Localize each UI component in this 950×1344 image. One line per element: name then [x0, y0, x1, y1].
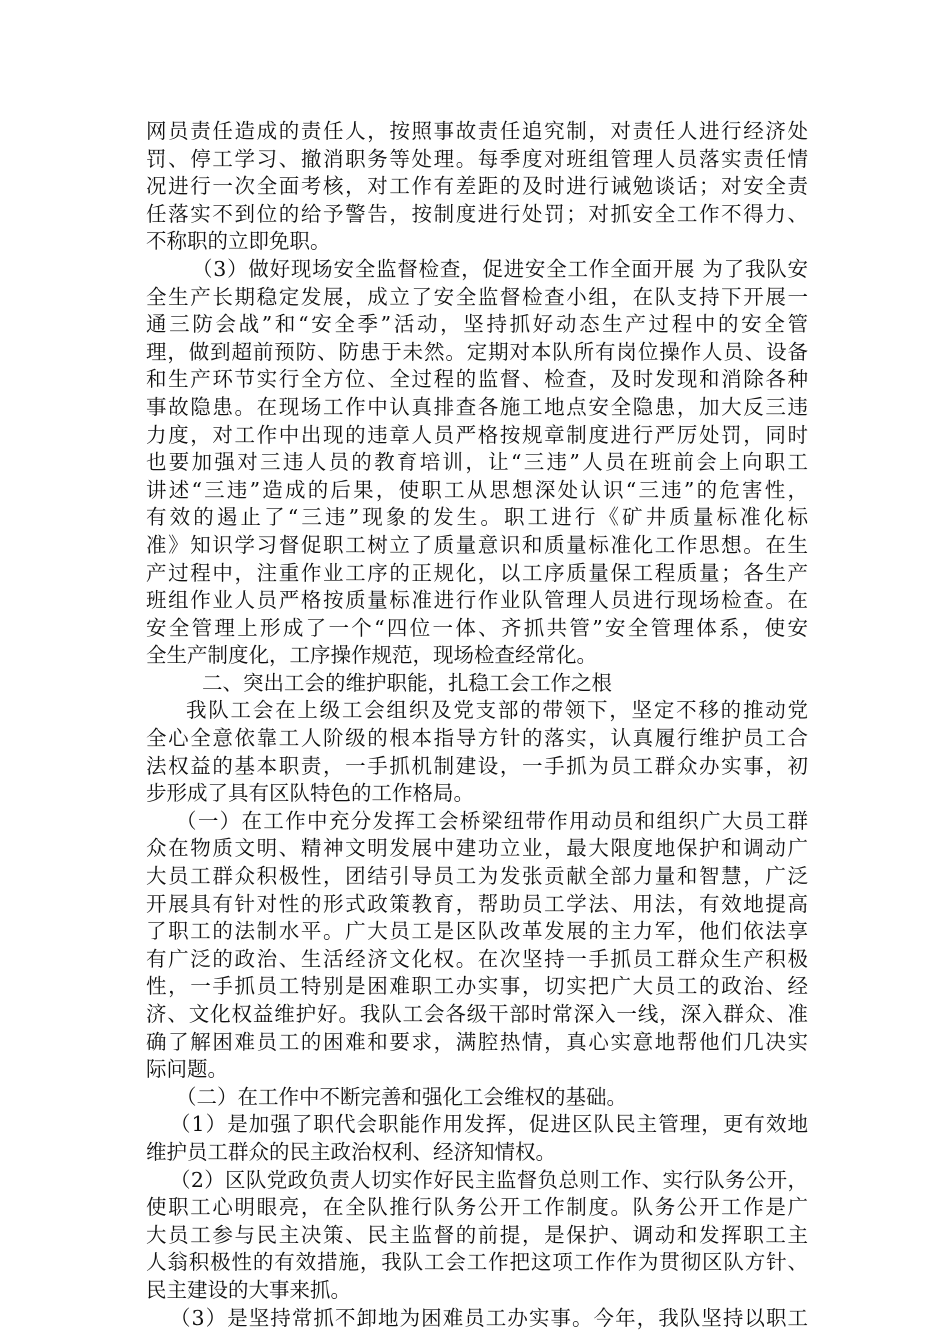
text-line: 有效的遏止了“三违”现象的发生。职工进行《矿井质量标准化标	[146, 505, 808, 530]
text-line: 大员工参与民主决策、民主监督的前提，是保护、调动和发挥职工主	[146, 1222, 808, 1247]
text-line: 我队工会在上级工会组织及党支部的带领下，坚定不移的推动党	[186, 698, 808, 723]
text-line: 班组作业人员严格按质量标准进行作业队管理人员进行现场检查。在	[146, 588, 808, 613]
text-line: 全生产长期稳定发展，成立了安全监督检查小组，在队支持下开展一	[146, 284, 808, 309]
text-line: 力度，对工作中出现的违章人员严格按规章制度进行严厉处罚，同时	[146, 422, 808, 447]
text-line: 任落实不到位的给予警告，按制度进行处罚；对抓安全工作不得力、	[146, 201, 808, 226]
text-line: 理，做到超前预防、防患于未然。定期对本队所有岗位操作人员、设备	[146, 339, 808, 364]
text-line: 安全管理上形成了一个“四位一体、齐抓共管”安全管理体系，使安	[146, 615, 808, 640]
text-line: 确了解困难员工的困难和要求，满腔热情，真心实意地帮他们几决实	[146, 1029, 808, 1054]
text-line: 步形成了具有区队特色的工作格局。	[146, 781, 474, 806]
text-line: 讲述“三违”造成的后果，使职工从思想深处认识“三违”的危害性，	[146, 477, 808, 502]
text-line: 开展具有针对性的形式政策教育，帮助员工学法、用法，有效地提高	[146, 891, 808, 916]
text-line: 济、文化权益维护好。我队工会各级干部时常深入一线，深入群众、准	[146, 1002, 808, 1026]
text-line: 不称职的立即免职。	[146, 229, 331, 254]
text-line: 性，一手抓员工特别是困难职工办实事，切实把广大员工的政治、经	[146, 974, 808, 999]
text-line: 况进行一次全面考核，对工作有差距的及时进行诫勉谈话；对安全责	[146, 174, 808, 199]
text-line: 准》知识学习督促职工树立了质量意识和质量标准化工作思想。在生	[146, 532, 808, 557]
text-line: （二）在工作中不断完善和强化工会维权的基础。	[176, 1084, 627, 1109]
section-heading: 二、突出工会的维护职能，扎稳工会工作之根	[202, 670, 612, 695]
text-line: 事故隐患。在现场工作中认真排查各施工地点安全隐患，加大反三违	[146, 394, 808, 419]
text-line: 众在物质文明、精神文明发展中建功立业，最大限度地保护和调动广	[146, 836, 808, 861]
text-line: 法权益的基本职责，一手抓机制建设，一手抓为员工群众办实事，初	[146, 753, 808, 778]
text-line: 大员工群众积极性，团结引导员工为发张贡献全部力量和智慧，广泛	[146, 864, 808, 889]
text-line: （一）在工作中充分发挥工会桥梁纽带作用动员和组织广大员工群	[176, 808, 808, 833]
text-line: 网员责任造成的责任人，按照事故责任追究制，对责任人进行经济处	[146, 119, 808, 143]
text-line: （2）区队党政负责人切实作好民主监督负总则工作、实行队务公开，	[170, 1167, 808, 1192]
text-line: 有广泛的政治、生活经济文化权。在次坚持一手抓员工群众生产积极	[146, 946, 808, 971]
text-line: 全生产制度化，工序操作规范，现场检查经常化。	[146, 643, 597, 668]
text-line: （3）是坚持常抓不卸地为困难员工办实事。今年，我队坚持以职工	[170, 1305, 808, 1330]
text-line: （3）做好现场安全监督检查，促进安全工作全面开展 为了我队安	[192, 256, 808, 281]
text-line: 了职工的法制水平。广大员工是区队改革发展的主力军，他们依法享	[146, 919, 808, 944]
text-line: （1）是加强了职代会职能作用发挥，促进区队民主管理，更有效地	[170, 1112, 808, 1137]
text-line: 全心全意依靠工人阶级的根本指导方针的落实，认真履行维护员工合	[146, 726, 808, 751]
document-page	[146, 118, 808, 1332]
text-line: 也要加强对三违人员的教育培训，让“三违”人员在班前会上向职工	[146, 450, 808, 475]
text-line: 维护员工群众的民主政治权利、经济知情权。	[146, 1139, 556, 1164]
text-line: 产过程中，注重作业工序的正规化，以工序质量保工程质量；各生产	[146, 560, 808, 585]
text-line: 人翁积极性的有效措施，我队工会工作把这项工作作为贯彻区队方针、	[146, 1250, 808, 1275]
text-line: 际问题。	[146, 1057, 228, 1082]
text-line: 和生产环节实行全方位、全过程的监督、检查，及时发现和消除各种	[146, 367, 808, 392]
text-line: 罚、停工学习、撤消职务等处理。每季度对班组管理人员落实责任情	[146, 146, 808, 171]
text-line: 使职工心明眼亮，在全队推行队务公开工作制度。队务公开工作是广	[146, 1195, 808, 1220]
text-line: 通三防会战”和“安全季”活动，坚持抓好动态生产过程中的安全管	[146, 312, 808, 337]
text-line: 民主建设的大事来抓。	[146, 1277, 351, 1302]
